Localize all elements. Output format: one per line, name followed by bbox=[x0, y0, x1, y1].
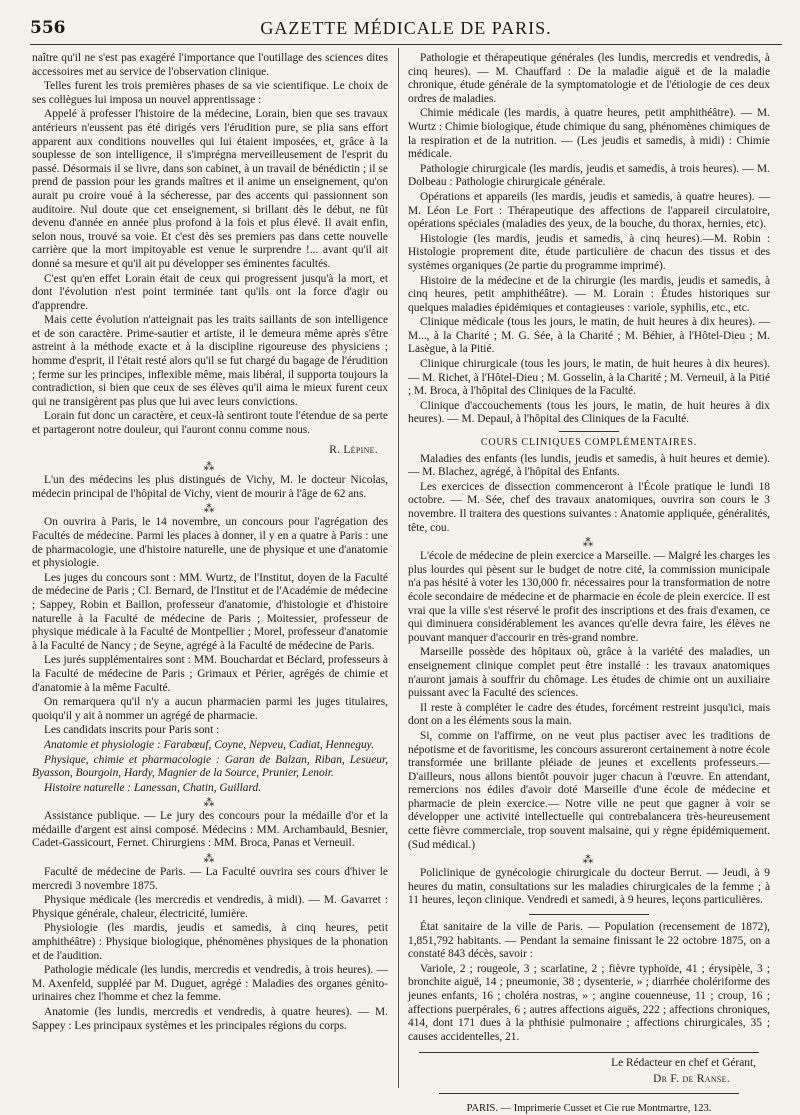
editor-title: Le Rédacteur en chef et Gérant, bbox=[611, 1057, 756, 1070]
page-header bbox=[30, 14, 782, 45]
asterism-divider: ⁂ bbox=[203, 797, 217, 810]
paragraph: Anatomie (les lundis, mercredis et vendredis, à quatre heures). — M. Sappey : Les principaux systèmes et les principales régions du corps. bbox=[32, 1006, 388, 1032]
paragraph: Pathologie médicale (les lundis, mercredis et vendredis, à trois heures). — M. Axenfeld, suppléé par M. Duguet, agrégé : Maladies des organes génito-urinaires chez l'homme et chez la femme. bbox=[32, 964, 388, 1004]
asterism-divider: ⁂ bbox=[203, 461, 217, 474]
closing-rule bbox=[419, 1052, 759, 1053]
asterism-divider: ⁂ bbox=[582, 854, 596, 867]
paragraph: Maladies des enfants (les lundis, jeudis et samedis, à huit heures et demie). — M. Blachez, agrégé, à l'hôpital des Enfants. bbox=[408, 452, 770, 479]
paragraph: On ouvrira à Paris, le 14 novembre, un concours pour l'agrégation des Facultés de médecine. Parmi les places à donner, il y en a quatre à Paris : une de pharmacologie, une d'histoire naturelle, une de physique et une d'anatomie et physiologie. bbox=[32, 516, 388, 570]
paragraph: État sanitaire de la ville de Paris. — Population (recensement de 1872), 1,851,792 habitants. — Pendant la semaine finissant le 22 octobre 1875, on a constaté 843 décès, savoir : bbox=[408, 921, 770, 961]
page-number: 556 bbox=[30, 18, 66, 38]
paragraph: Histologie (les mardis, jeudis et samedis, à cinq heures).—M. Robin : Histologie proprement dite, étude particulière de chacun des tissus et des systèmes organiques (2e partie du programme imprimé). bbox=[408, 232, 770, 272]
paragraph: naître qu'il ne s'est pas exagéré l'importance que l'outillage des sciences dites accessoires met au service de l'observation clinique. bbox=[32, 52, 388, 78]
paragraph: Si, comme on l'affirme, on ne veut plus pactiser avec les traditions de népotisme et de favoritisme, les concours assureront certainement à notre école transformée une brillante pléiade de jeunes et excellents professeurs.— D'ailleurs, nous allons bientôt pouvoir juger chacun à l'œuvre. En attendant, remercions nos édiles d'avoir doté Marseille d'une école de médecine et pharmacie de plein exercice.— Notre ville ne peut que gagner à voir se développer une activité intellectuelle qui contrebalancera très-heureusement cette fièvre commerciale, trop souvent malsaine, qui y règne épidémiquement. (Sud médical.) bbox=[408, 729, 770, 851]
paragraph: Il reste à compléter le cadre des études, forcément restreint jusqu'ici, mais dont on a les éléments sous la main. bbox=[408, 701, 770, 728]
paragraph: Anatomie et physiologie : Farabœuf, Coyne, Nepveu, Cadiat, Henneguy. bbox=[44, 738, 374, 751]
asterism-divider: ⁂ bbox=[203, 853, 217, 866]
paragraph: Lorain fut donc un caractère, et ceux-là sentiront toute l'étendue de sa perte et partageront notre douleur, qui l'auront connu comme nous. bbox=[32, 410, 388, 437]
paragraph: On remarquera qu'il n'y a aucun pharmacien parmi les juges titulaires, quoiqu'il y ait à nommer un agrégé de pharmacie. bbox=[32, 696, 388, 722]
paragraph: Policlinique de gynécologie chirurgicale du docteur Berrut. — Jeudi, à 9 heures du matin, consultations sur les maladies chirurgicales de la femme ; à 11 heures, leçon clinique. Vendredi et samedi, à 9 heures, leçons particulières. bbox=[408, 867, 770, 907]
paragraph: Histoire de la médecine et de la chirurgie (les mardis, jeudis et samedis, à cinq heures, petit amphithéâtre). — M. Lorain : Études historiques sur quelques maladies épidémiques et contagieuses : variole, syphilis, etc., etc. bbox=[408, 274, 770, 314]
paragraph: Mais cette évolution n'atteignait pas les traits saillants de son intelligence et de son caractère. Prime-sautier et artiste, il le demeura même après s'être astreint à la méthode exacte et à la discipline rigoureuse des physiciens ; homme d'esprit, il l'était resté alors qu'il se fut chargé du bagage de l'érudition ; ferme sur les principes, inflexible même, mais libéral, il supporta toujours la contradiction, si bien que ceux de ses élèves qu'il aima le mieux furent ceux qui ne transigèrent pas plus que lui avec leurs convictions. bbox=[32, 314, 388, 408]
paragraph: Physique, chimie et pharmacologie : Garan de Balzan, Riban, Lesueur, Byasson, Bourgoin, Hardy, Magnier de la Source, Prunier, Lenoir. bbox=[32, 753, 388, 780]
paragraph: Histoire naturelle : Lanessan, Chatin, Guillard. bbox=[44, 781, 262, 794]
paragraph: Pathologie chirurgicale (les mardis, jeudis et samedis, à trois heures). — M. Dolbeau : Pathologie chirurgicale générale. bbox=[408, 162, 770, 189]
column-divider bbox=[398, 48, 399, 1088]
paragraph: Faculté de médecine de Paris. — La Faculté ouvrira ses cours d'hiver le mercredi 3 novembre 1875. bbox=[32, 866, 388, 892]
paragraph: Variole, 2 ; rougeole, 3 ; scarlatine, 2 ; fièvre typhoïde, 41 ; érysipèle, 3 ; bronchite aiguë, 14 ; pneumonie, 38 ; dysenterie, » ; diarrhée cholériforme des jeunes enfants, 16 ; choléra nostras, » ; angine couenneuse, 11 ; croup, 16 ; affections puerpérales, 6 ; autres affections aiguës, 222 ; affections chroniques, 414, dont 171 dues à la phthisie pulmonaire ; affections chirurgicales, 35 ; causes accidentelles, 21. bbox=[408, 962, 770, 1043]
journal-title: GAZETTE MÉDICALE DE PARIS. bbox=[260, 18, 552, 38]
author-signature: R. Lépine. bbox=[329, 443, 378, 456]
asterism-divider: ⁂ bbox=[582, 537, 596, 550]
section-rule bbox=[559, 431, 619, 432]
editor-name: Dr F. de Ranse. bbox=[653, 1072, 730, 1085]
paragraph: Les jurés supplémentaires sont : MM. Bouchardat et Béclard, professeurs à la Faculté de médecine de Paris ; Grimaux et Périer, agrégés de chimie et d'anatomie à la même Faculté. bbox=[32, 654, 388, 694]
paragraph: Clinique médicale (tous les jours, le matin, de huit heures à dix heures). — M..., à la Charité ; M. G. Sée, à la Charité ; M. Béhier, à l'Hôtel-Dieu ; M. Lasègue, à la Pitié. bbox=[408, 316, 770, 356]
paragraph: Les candidats inscrits pour Paris sont : bbox=[44, 724, 220, 737]
section-rule bbox=[529, 914, 649, 915]
paragraph: L'école de médecine de plein exercice a Marseille. — Malgré les charges les plus lourdes qui pèsent sur le budget de notre cité, la commission municipale n'a pas hésité à voter les 130,000 fr. nécessaires pour la transformation de notre école secondaire de médecine et de pharmacie en école de plein exercice. Il est vrai que la ville s'est réservé le profit des inscriptions et des frais d'examen, ce qui diminuera considérablement les avances qu'elle devra faire, les élèves ne pouvant manquer d'accourir en très-grand nombre. bbox=[408, 550, 770, 644]
paragraph: Les exercices de dissection commenceront à l'École pratique le lundi 18 octobre. — M. Sée, chef des travaux anatomiques, ouvrira son cours le 3 novembre. Il traitera des questions suivantes : Anatomie appliquée, généralités, tête, cou. bbox=[408, 480, 770, 534]
paragraph: Physiologie (les mardis, jeudis et samedis, à cinq heures, petit amphithéâtre) : Physique biologique, phénomènes physiques de la phonation et de l'audition. bbox=[32, 922, 388, 962]
paragraph: Pathologie et thérapeutique générales (les lundis, mercredis et vendredis, à cinq heures). — M. Chauffard : De la maladie aiguë et de la maladie chronique, étude générale de la symptomatologie et de l'étiologie de ces deux ordres de maladies. bbox=[408, 52, 770, 105]
paragraph: Les juges du concours sont : MM. Wurtz, de l'Institut, doyen de la Faculté de médecine de Paris ; Cl. Bernard, de l'Institut et de l'Académie de médecine ; Sappey, Robin et Baillon, professeur d'anatomie, d'histologie et d'histoire naturelle à la Faculté de médecine de Paris ; Moitessier, professeur de physique médicale à la Faculté de Montpellier ; Morel, professeur d'anatomie à la Faculté de Nancy ; de Seyne, agrégé à la Faculté de médecine de Paris. bbox=[32, 571, 388, 652]
printer-imprint: PARIS. — Imprimerie Cusset et Cie rue Montmartre, 123. bbox=[466, 1102, 712, 1114]
paragraph: Telles furent les trois premières phases de sa vie scientifique. Le choix de ses collègues lui imposa un nouvel apprentissage : bbox=[32, 80, 388, 106]
asterism-divider: ⁂ bbox=[203, 503, 217, 516]
paragraph: Clinique chirurgicale (tous les jours, le matin, de huit heures à dix heures). — M. Richet, à l'Hôtel-Dieu ; M. Gosselin, à la Charité ; M. Verneuil, à la Pitié ; M. Broca, à l'hôpital des Cliniques de la Faculté. bbox=[408, 358, 770, 398]
paragraph: Assistance publique. — Le jury des concours pour la médaille d'or et la médaille d'argent est ainsi composé. Médecins : MM. Archambauld, Besnier, Cadet-Gassicourt, Fernet. Chirurgiens : MM. Broca, Panas et Verneuil. bbox=[32, 810, 388, 850]
paragraph: Marseille possède des hôpitaux où, grâce à la variété des maladies, un enseignement clinique complet peut être installé : les travaux anatomiques n'auront jamais à souffrir du chômage. Les études de chimie ont un auxiliaire puissant avec la Faculté des sciences. bbox=[408, 646, 770, 700]
paragraph: C'est qu'en effet Lorain était de ceux qui progressent jusqu'à la mort, et dont l'évolution n'est point terminée tant qu'ils ont la force d'agir ou d'apprendre. bbox=[32, 272, 388, 312]
right-column bbox=[408, 52, 770, 1114]
paragraph: Physique médicale (les mercredis et vendredis, à midi). — M. Gavarret : Physique générale, chaleur, électricité, lumière. bbox=[32, 894, 388, 920]
paragraph: Appelé à professer l'histoire de la médecine, Lorain, bien que ses travaux antérieurs n'eussent pas été dirigés vers l'érudition pure, se plia sans effort apparent aux conditions nouvelles qui lui étaient imposées, et, grâce à la souplesse de son intelligence, il s'imprégna merveilleusement de l'esprit du passé. Désormais il se livre, dans son cabinet, à un travail de bénédictin ; il se prend de passion pour les grands maîtres et il anime un enseignement, qu'on aurait pu croire voué à la sécheresse, par des accents qui passionnent son auditoire. Nul doute que cet enseignement, si brillant dès le début, ne fût devenu d'année en année plus profond à la fois et plus élevé. Il avait enfin, selon nous, trouvé sa voie. Et c'est dès ses premiers pas dans cette nouvelle carrière que la mort impitoyable est venue le surprendre !... avant qu'il ait donné sa mesure et qu'il ait pu développer ses éminentes facultés. bbox=[32, 108, 388, 270]
paragraph: L'un des médecins les plus distingués de Vichy, M. le docteur Nicolas, médecin principal de l'hôpital de Vichy, vient de mourir à l'âge de 62 ans. bbox=[32, 474, 388, 500]
section-subheading: COURS CLINIQUES COMPLÉMENTAIRES. bbox=[480, 437, 698, 449]
closing-rule bbox=[439, 1093, 739, 1094]
paragraph: Clinique d'accouchements (tous les jours, le matin, de huit heures à dix heures). — M. Depaul, à l'hôpital des Cliniques de la Faculté. bbox=[408, 399, 770, 426]
left-column bbox=[32, 52, 388, 1092]
paragraph: Chimie médicale (les mardis, à quatre heures, petit amphithéâtre). — M. Wurtz : Chimie biologique, étude chimique du sang, phénomènes chimiques de la respiration et de la nutrition. — (Les jeudis et samedis, à midi) : Chimie médicale. bbox=[408, 107, 770, 161]
paragraph: Opérations et appareils (les mardis, jeudis et samedis, à quatre heures). — M. Léon Le Fort : Thérapeutique des affections de l'appareil circulatoire, opérations spéciales (maladies des yeux, de la bouche, du thorax, hernies, etc). bbox=[408, 190, 770, 231]
